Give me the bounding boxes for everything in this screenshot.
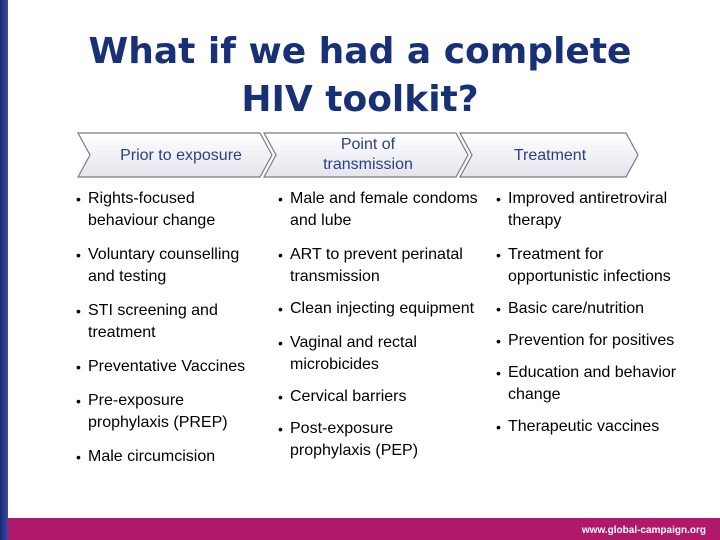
list-item: • Cervical barriers [278, 386, 478, 408]
list-item: • Basic care/nutrition [496, 298, 696, 320]
list-item: • Rights-focused behaviour change [76, 188, 256, 232]
list-item: • Education and behavior change [496, 362, 696, 406]
title-line-1: What if we had a complete [88, 31, 632, 72]
list-item: • Voluntary counselling and testing [76, 244, 256, 288]
footer-url[interactable]: www.global-campaign.org [581, 525, 706, 536]
column-point-of-transmission [278, 188, 478, 462]
stage-label-point: Point of transmission [323, 136, 413, 173]
title-line-2: HIV toolkit? [241, 79, 479, 120]
list-item: • ART to prevent perinatal transmission [278, 244, 478, 288]
list-item: • Post-exposure prophylaxis (PEP) [278, 418, 478, 462]
list-item: • Treatment for opportunistic infections [496, 244, 696, 288]
list-item: • Vaginal and rectal microbicides [278, 332, 478, 376]
list-item: • Improved antiretroviral therapy [496, 188, 696, 232]
list-item: • Clean injecting equipment [278, 298, 478, 320]
stage-label-prior: Prior to exposure [120, 147, 242, 164]
list-item: • Prevention for positives [496, 330, 696, 352]
list-item: • Male and female condoms and lube [278, 188, 478, 232]
list-item: • Male circumcision [76, 446, 256, 468]
list-item: • Therapeutic vaccines [496, 416, 696, 438]
column-treatment [496, 188, 696, 438]
list-item: • Pre-exposure prophylaxis (PREP) [76, 390, 256, 434]
list-item: • Preventative Vaccines [76, 356, 256, 378]
column-prior-to-exposure [76, 188, 256, 468]
list-item: • STI screening and treatment [76, 300, 256, 344]
stage-label-treatment: Treatment [513, 147, 587, 164]
